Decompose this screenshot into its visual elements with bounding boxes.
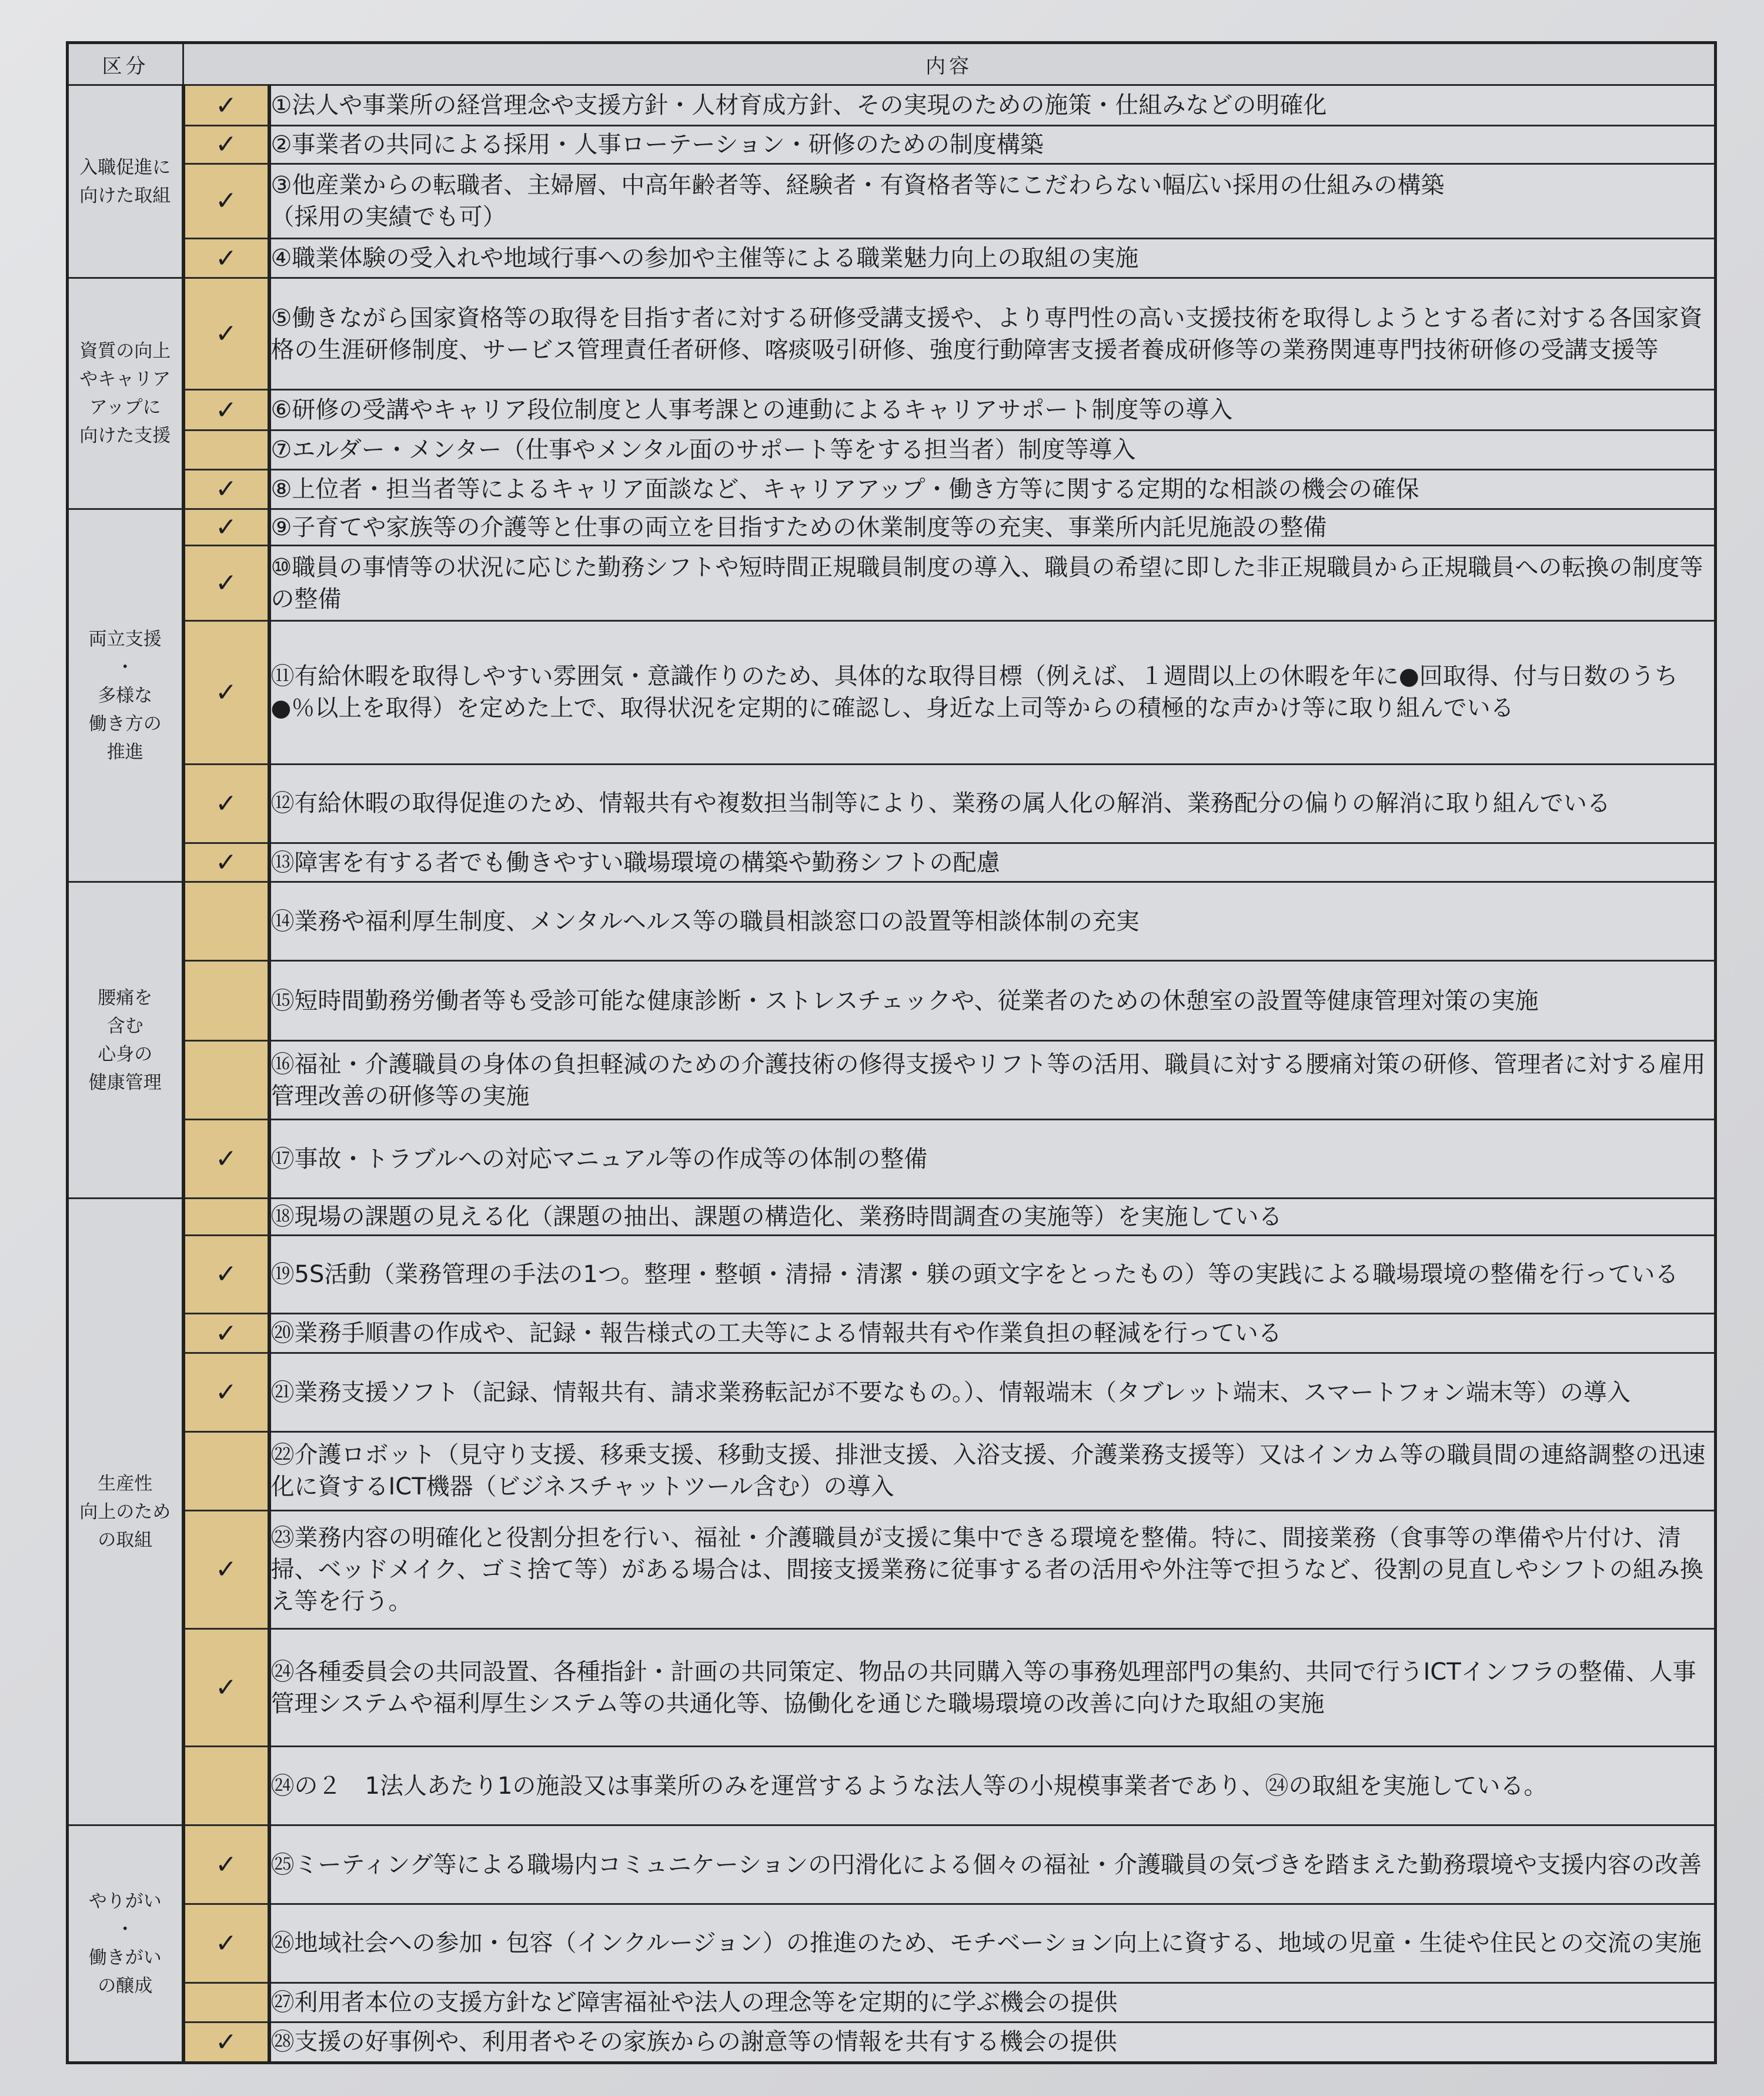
- check-mark-icon: ✓: [215, 129, 237, 160]
- check-mark-icon: ✓: [215, 1144, 237, 1174]
- checkbox-cell[interactable]: [183, 764, 269, 843]
- checklist-table: [66, 41, 1717, 2064]
- checkbox-cell[interactable]: [183, 546, 269, 620]
- checkbox-cell[interactable]: [183, 1825, 269, 1904]
- table-row: [68, 1235, 1716, 1314]
- table-row: [68, 390, 1716, 430]
- section-label: 入職促進に 向けた取組: [68, 85, 183, 278]
- item-text: ③他産業からの転職者、主婦層、中高年齢者等、経験者・有資格者等にこだわらない幅広い採用の仕組みの構築 （採用の実績でも可）: [269, 163, 1716, 238]
- checkbox-cell[interactable]: [183, 509, 269, 546]
- table-row: [68, 1825, 1716, 1904]
- checkbox-cell[interactable]: [183, 1235, 269, 1314]
- table-header-row: [68, 43, 1716, 85]
- checkbox-cell[interactable]: [183, 390, 269, 430]
- check-mark-icon: ✓: [215, 90, 237, 121]
- section-label: 資質の向上 やキャリア アップに 向けた支援: [68, 278, 183, 509]
- checkbox-cell[interactable]: [183, 430, 269, 470]
- table-row: [68, 620, 1716, 764]
- item-text: ⑮短時間勤務労働者等も受診可能な健康診断・ストレスチェックや、従業者のための休憩室の設置等健康管理対策の実施: [269, 961, 1716, 1041]
- check-mark-icon: ✓: [215, 1673, 237, 1703]
- check-mark-icon: ✓: [215, 1377, 237, 1408]
- table-row: [68, 1041, 1716, 1120]
- check-mark-icon: ✓: [215, 788, 237, 819]
- item-text: ④職業体験の受入れや地域行事への参加や主催等による職業魅力向上の取組の実施: [269, 239, 1716, 278]
- item-text: ⑩職員の事情等の状況に応じた勤務シフトや短時間正規職員制度の導入、職員の希望に即した非正規職員から正規職員への転換の制度等の整備: [269, 546, 1716, 620]
- item-text: ⑥研修の受講やキャリア段位制度と人事考課との連動によるキャリアサポート制度等の導入: [269, 390, 1716, 430]
- item-text: ①法人や事業所の経営理念や支援方針・人材育成方針、その実現のための施策・仕組みなどの明確化: [269, 85, 1716, 126]
- checkbox-cell[interactable]: [183, 278, 269, 390]
- table-row: [68, 1120, 1716, 1199]
- section-label: 腰痛を 含む 心身の 健康管理: [68, 882, 183, 1198]
- table-row: [68, 1314, 1716, 1353]
- table-row: [68, 1353, 1716, 1432]
- checkbox-cell[interactable]: [183, 469, 269, 509]
- item-text: ㉗利用者本位の支援方針など障害福祉や法人の理念等を定期的に学ぶ機会の提供: [269, 1982, 1716, 2022]
- table-row: [68, 126, 1716, 164]
- check-mark-icon: ✓: [215, 474, 237, 505]
- item-text: ㉓業務内容の明確化と役割分担を行い、福祉・介護職員が支援に集中できる環境を整備。特に、間接業務（食事等の準備や片付け、清掃、ベッドメイク、ゴミ捨て等）がある場合は、間接支援業務に従事する者の活用や外注等で担うなど、役割の見直しやシフトの組み換え等を行う。: [269, 1510, 1716, 1628]
- table-row: [68, 1747, 1716, 1825]
- table-row: [68, 278, 1716, 390]
- section-label: やりがい ・ 働きがい の醸成: [68, 1825, 183, 2063]
- check-mark-icon: ✓: [215, 1318, 237, 1349]
- checkbox-cell[interactable]: [183, 620, 269, 764]
- item-text: ⑦エルダー・メンター（仕事やメンタル面のサポート等をする担当者）制度等導入: [269, 430, 1716, 470]
- checkbox-cell[interactable]: [183, 1904, 269, 1983]
- item-text: ㉔各種委員会の共同設置、各種指針・計画の共同策定、物品の共同購入等の事務処理部門の集約、共同で行うICTインフラの整備、人事管理システムや福利厚生システム等の共通化等、協働化を通じた職場環境の改善に向けた取組の実施: [269, 1628, 1716, 1747]
- checkbox-cell[interactable]: [183, 1747, 269, 1825]
- checkbox-cell[interactable]: [183, 163, 269, 238]
- item-text: ⑤働きながら国家資格等の取得を目指す者に対する研修受講支援や、より専門性の高い支援技術を取得しようとする者に対する各国家資格の生涯研修制度、サービス管理責任者研修、喀痰吸引研修、強度行動障害支援者養成研修等の業務関連専門技術研修の受講支援等: [269, 278, 1716, 390]
- checkbox-cell[interactable]: [183, 1982, 269, 2022]
- check-mark-icon: ✓: [215, 1554, 237, 1585]
- item-text: ⑰事故・トラブルへの対応マニュアル等の作成等の体制の整備: [269, 1120, 1716, 1199]
- check-mark-icon: ✓: [215, 1259, 237, 1290]
- table-row: [68, 961, 1716, 1041]
- item-text: ⑯福祉・介護職員の身体の負担軽減のための介護技術の修得支援やリフト等の活用、職員に対する腰痛対策の研修、管理者に対する雇用管理改善の研修等の実施: [269, 1041, 1716, 1120]
- table-row: [68, 85, 1716, 126]
- item-text: ⑳業務手順書の作成や、記録・報告様式の工夫等による情報共有や作業負担の軽減を行っている: [269, 1314, 1716, 1353]
- checkbox-cell[interactable]: [183, 239, 269, 278]
- header-category: 区分: [68, 43, 183, 85]
- item-text: ⑲5S活動（業務管理の手法の1つ。整理・整頓・清掃・清潔・躾の頭文字をとったもの）等の実践による職場環境の整備を行っている: [269, 1235, 1716, 1314]
- item-text: ㉕ミーティング等による職場内コミュニケーションの円滑化による個々の福祉・介護職員の気づきを踏まえた勤務環境や支援内容の改善: [269, 1825, 1716, 1904]
- item-text: ㉒介護ロボット（見守り支援、移乗支援、移動支援、排泄支援、入浴支援、介護業務支援等）又はインカム等の職員間の連絡調整の迅速化に資するICT機器（ビジネスチャットツール含む）の導入: [269, 1432, 1716, 1511]
- check-mark-icon: ✓: [215, 186, 237, 216]
- item-text: ⑨子育てや家族等の介護等と仕事の両立を目指すための休業制度等の充実、事業所内託児施設の整備: [269, 509, 1716, 546]
- section-label: 両立支援 ・ 多様な 働き方の 推進: [68, 509, 183, 882]
- table-row: [68, 1904, 1716, 1983]
- item-text: ㉔の２ 1法人あたり1の施設又は事業所のみを運営するような法人等の小規模事業者であり、㉔の取組を実施している。: [269, 1747, 1716, 1825]
- item-text: ⑬障害を有する者でも働きやすい職場環境の構築や勤務シフトの配慮: [269, 843, 1716, 882]
- table-row: [68, 546, 1716, 620]
- table-row: [68, 1982, 1716, 2022]
- table-row: [68, 163, 1716, 238]
- table-row: [68, 1510, 1716, 1628]
- check-mark-icon: ✓: [215, 677, 237, 707]
- check-mark-icon: ✓: [215, 1928, 237, 1958]
- section-label: 生産性 向上のため の取組: [68, 1198, 183, 1825]
- check-mark-icon: ✓: [215, 568, 237, 599]
- table-row: [68, 882, 1716, 961]
- table-row: [68, 843, 1716, 882]
- checkbox-cell[interactable]: [183, 961, 269, 1041]
- checkbox-cell[interactable]: [183, 1314, 269, 1353]
- checkbox-cell[interactable]: [183, 85, 269, 126]
- table-row: [68, 239, 1716, 278]
- item-text: ㉘支援の好事例や、利用者やその家族からの謝意等の情報を共有する機会の提供: [269, 2022, 1716, 2062]
- checkbox-cell[interactable]: [183, 1120, 269, 1199]
- table-row: [68, 1198, 1716, 1235]
- checkbox-cell[interactable]: [183, 1353, 269, 1432]
- checkbox-cell[interactable]: [183, 1510, 269, 1628]
- table-row: [68, 2022, 1716, 2062]
- item-text: ②事業者の共同による採用・人事ローテーション・研修のための制度構築: [269, 126, 1716, 164]
- item-text: ⑱現場の課題の見える化（課題の抽出、課題の構造化、業務時間調査の実施等）を実施している: [269, 1198, 1716, 1235]
- table-row: [68, 430, 1716, 470]
- check-mark-icon: ✓: [215, 2027, 237, 2057]
- checkbox-cell[interactable]: [183, 1041, 269, 1120]
- checkbox-cell[interactable]: [183, 843, 269, 882]
- check-mark-icon: ✓: [215, 319, 237, 349]
- item-text: ⑫有給休暇の取得促進のため、情報共有や複数担当制等により、業務の属人化の解消、業務配分の偏りの解消に取り組んでいる: [269, 764, 1716, 843]
- table-row: [68, 469, 1716, 509]
- checkbox-cell[interactable]: [183, 882, 269, 961]
- check-mark-icon: ✓: [215, 512, 237, 543]
- item-text: ㉖地域社会への参加・包容（インクルージョン）の推進のため、モチベーション向上に資する、地域の児童・生徒や住民との交流の実施: [269, 1904, 1716, 1983]
- table-row: [68, 1432, 1716, 1511]
- check-mark-icon: ✓: [215, 243, 237, 273]
- item-text: ⑭業務や福利厚生制度、メンタルヘルス等の職員相談窓口の設置等相談体制の充実: [269, 882, 1716, 961]
- table-row: [68, 509, 1716, 546]
- header-content: 内容: [183, 43, 1716, 85]
- checkbox-cell[interactable]: [183, 1628, 269, 1747]
- item-text: ⑪有給休暇を取得しやすい雰囲気・意識作りのため、具体的な取得目標（例えば、１週間以上の休暇を年に●回取得、付与日数のうち●％以上を取得）を定めた上で、取得状況を定期的に確認し、身近な上司等からの積極的な声かけ等に取り組んでいる: [269, 620, 1716, 764]
- item-text: ⑧上位者・担当者等によるキャリア面談など、キャリアアップ・働き方等に関する定期的な相談の機会の確保: [269, 469, 1716, 509]
- checkbox-cell[interactable]: [183, 1198, 269, 1235]
- checkbox-cell[interactable]: [183, 2022, 269, 2062]
- check-mark-icon: ✓: [215, 847, 237, 877]
- checkbox-cell[interactable]: [183, 1432, 269, 1511]
- check-mark-icon: ✓: [215, 395, 237, 425]
- item-text: ㉑業務支援ソフト（記録、情報共有、請求業務転記が不要なもの。）、情報端末（タブレット端末、スマートフォン端末等）の導入: [269, 1353, 1716, 1432]
- table-row: [68, 764, 1716, 843]
- check-mark-icon: ✓: [215, 1850, 237, 1880]
- checkbox-cell[interactable]: [183, 126, 269, 164]
- table-row: [68, 1628, 1716, 1747]
